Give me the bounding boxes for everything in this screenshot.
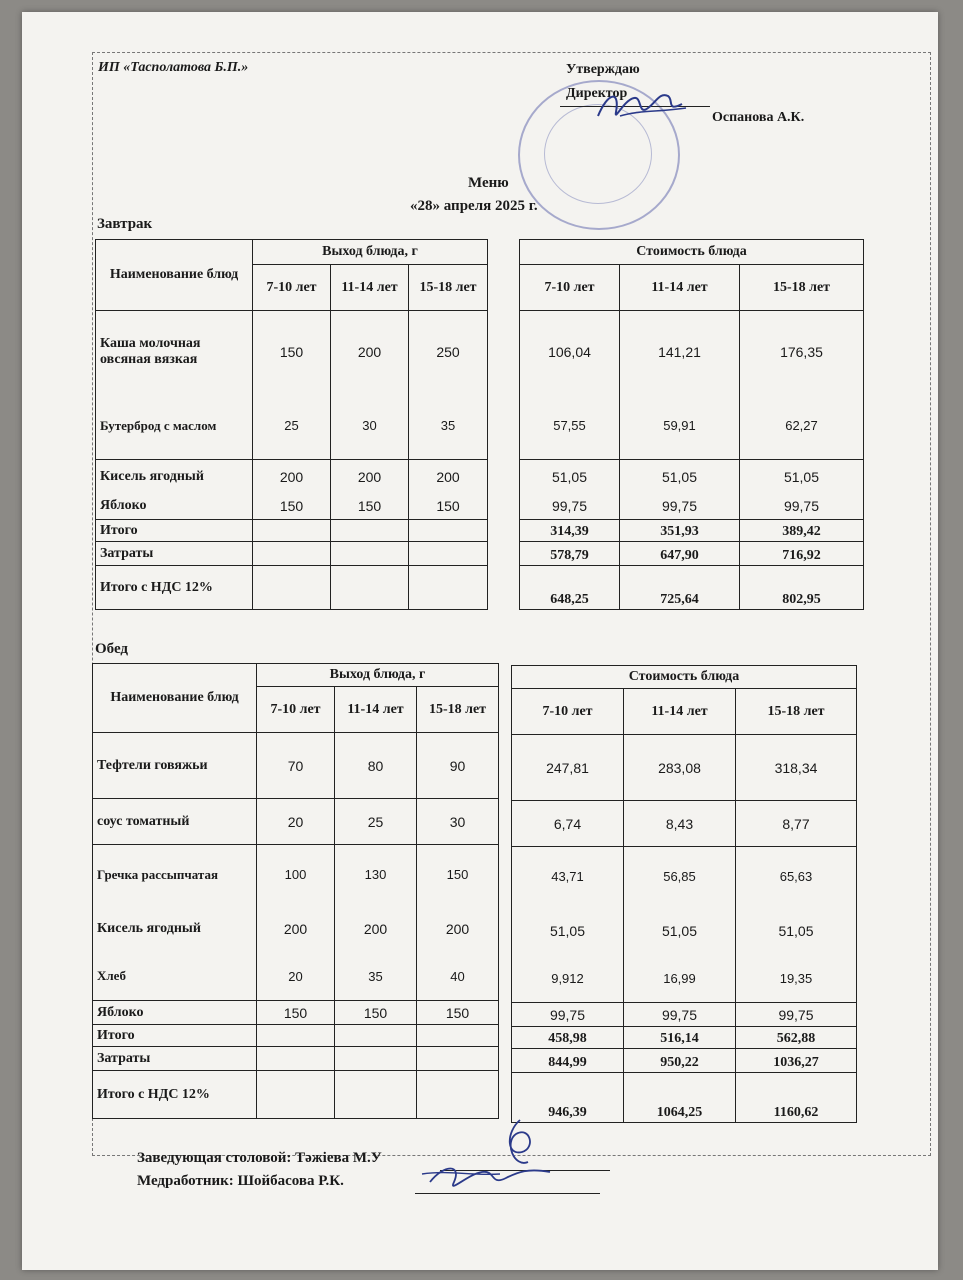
yield-cell: 200 [331,311,409,393]
cost-cell: 43,71 [512,847,624,907]
yield-cell: 25 [335,799,417,845]
dish-name: Каша молочная овсяная вязкая [96,311,253,393]
cost-cell: 318,34 [736,735,857,801]
cost-cell: 99,75 [512,1003,624,1027]
vat-total-label: Итого с НДС 12% [96,566,253,610]
vat-total-cell: 1064,25 [624,1073,736,1123]
vat-total-cell: 648,25 [520,566,620,610]
age-header: 7-10 лет [257,687,335,733]
dish-name: Яблоко [96,494,253,520]
header-yield: Выход блюда, г [257,664,499,687]
expenses-cell: 578,79 [520,542,620,566]
cost-cell: 57,55 [520,393,620,460]
expenses-label: Затраты [93,1047,257,1071]
breakfast-yield-table [95,239,488,610]
cost-cell: 59,91 [620,393,740,460]
cost-cell: 99,75 [520,494,620,520]
dish-name: Тефтели говяжьи [93,733,257,799]
canteen-manager: Заведующая столовой: Тәжіева М.У [137,1150,382,1166]
age-header: 15-18 лет [736,689,857,735]
cost-cell: 51,05 [740,460,864,494]
yield-cell: 200 [257,905,335,953]
cost-cell: 141,21 [620,311,740,393]
yield-cell: 150 [253,311,331,393]
yield-cell: 40 [417,953,499,1001]
yield-cell: 100 [257,845,335,905]
age-header: 11-14 лет [335,687,417,733]
cost-cell: 106,04 [520,311,620,393]
dish-name: Бутерброд с маслом [96,393,253,460]
total-label: Итого [93,1025,257,1047]
cost-cell: 6,74 [512,801,624,847]
approve-label: Утверждаю [566,62,640,77]
yield-cell: 90 [417,733,499,799]
dish-name: Яблоко [93,1001,257,1025]
header-yield: Выход блюда, г [253,240,488,265]
header-dish-name: Наименование блюд [96,240,253,311]
yield-cell: 35 [335,953,417,1001]
cost-cell: 176,35 [740,311,864,393]
yield-cell: 150 [335,1001,417,1025]
total-label: Итого [96,520,253,542]
yield-cell: 200 [335,905,417,953]
age-header: 7-10 лет [512,689,624,735]
menu-title: Меню [468,175,509,191]
cost-cell: 99,75 [740,494,864,520]
expenses-cell: 1036,27 [736,1049,857,1073]
cost-cell: 51,05 [736,907,857,955]
cost-cell: 56,85 [624,847,736,907]
cost-cell: 62,27 [740,393,864,460]
organization-name: ИП «Тасполатова Б.П.» [98,60,249,75]
total-cell: 314,39 [520,520,620,542]
yield-cell: 250 [409,311,488,393]
breakfast-cost-table [519,239,864,610]
cost-cell: 99,75 [624,1003,736,1027]
yield-cell: 130 [335,845,417,905]
cost-cell: 283,08 [624,735,736,801]
medical-worker: Медработник: Шойбасова Р.К. [137,1173,344,1189]
yield-cell: 20 [257,953,335,1001]
menu-date: «28» апреля 2025 г. [410,198,538,214]
header-dish-name: Наименование блюд [93,664,257,733]
cost-cell: 16,99 [624,955,736,1003]
age-header: 15-18 лет [417,687,499,733]
footer-signature [410,1112,560,1200]
total-cell: 389,42 [740,520,864,542]
total-cell: 351,93 [620,520,740,542]
age-header: 11-14 лет [624,689,736,735]
total-cell: 458,98 [512,1027,624,1049]
lunch-yield-table [92,663,499,1119]
yield-cell: 200 [253,460,331,494]
yield-cell: 200 [417,905,499,953]
yield-cell: 70 [257,733,335,799]
yield-cell: 150 [417,1001,499,1025]
vat-total-cell: 802,95 [740,566,864,610]
header-cost: Стоимость блюда [512,666,857,689]
cost-cell: 9,912 [512,955,624,1003]
yield-cell: 150 [417,845,499,905]
yield-cell: 200 [409,460,488,494]
dish-name: соус томатный [93,799,257,845]
total-cell: 562,88 [736,1027,857,1049]
dish-name: Кисель ягодный [93,905,257,953]
dish-name: Гречка рассыпчатая [93,845,257,905]
yield-cell: 80 [335,733,417,799]
cost-cell: 65,63 [736,847,857,907]
expenses-cell: 844,99 [512,1049,624,1073]
age-header: 7-10 лет [520,265,620,311]
cost-cell: 247,81 [512,735,624,801]
yield-cell: 150 [409,494,488,520]
vat-total-cell: 946,39 [512,1073,624,1123]
director-signature [590,82,690,128]
age-header: 11-14 лет [620,265,740,311]
vat-total-cell: 725,64 [620,566,740,610]
yield-cell: 20 [257,799,335,845]
yield-cell: 25 [253,393,331,460]
cost-cell: 8,77 [736,801,857,847]
yield-cell: 30 [417,799,499,845]
cost-cell: 8,43 [624,801,736,847]
cost-cell: 51,05 [512,907,624,955]
vat-total-cell: 1160,62 [736,1073,857,1123]
cost-cell: 99,75 [736,1003,857,1027]
expenses-cell: 647,90 [620,542,740,566]
yield-cell: 200 [331,460,409,494]
age-header: 15-18 лет [740,265,864,311]
age-header: 11-14 лет [331,265,409,311]
dish-name: Кисель ягодный [96,460,253,494]
yield-cell: 150 [253,494,331,520]
age-header: 15-18 лет [409,265,488,311]
expenses-label: Затраты [96,542,253,566]
director-name: Оспанова А.К. [712,110,805,125]
total-cell: 516,14 [624,1027,736,1049]
yield-cell: 30 [331,393,409,460]
yield-cell: 150 [331,494,409,520]
cost-cell: 19,35 [736,955,857,1003]
expenses-cell: 950,22 [624,1049,736,1073]
yield-cell: 35 [409,393,488,460]
cost-cell: 99,75 [620,494,740,520]
header-cost: Стоимость блюда [520,240,864,265]
dish-name: Хлеб [93,953,257,1001]
lunch-cost-table [511,665,857,1123]
cost-cell: 51,05 [520,460,620,494]
director-label: Директор [566,86,628,101]
cost-cell: 51,05 [624,907,736,955]
age-header: 7-10 лет [253,265,331,311]
section-lunch: Обед [95,641,129,657]
vat-total-label: Итого с НДС 12% [93,1071,257,1119]
cost-cell: 51,05 [620,460,740,494]
section-breakfast: Завтрак [97,216,153,232]
yield-cell: 150 [257,1001,335,1025]
expenses-cell: 716,92 [740,542,864,566]
